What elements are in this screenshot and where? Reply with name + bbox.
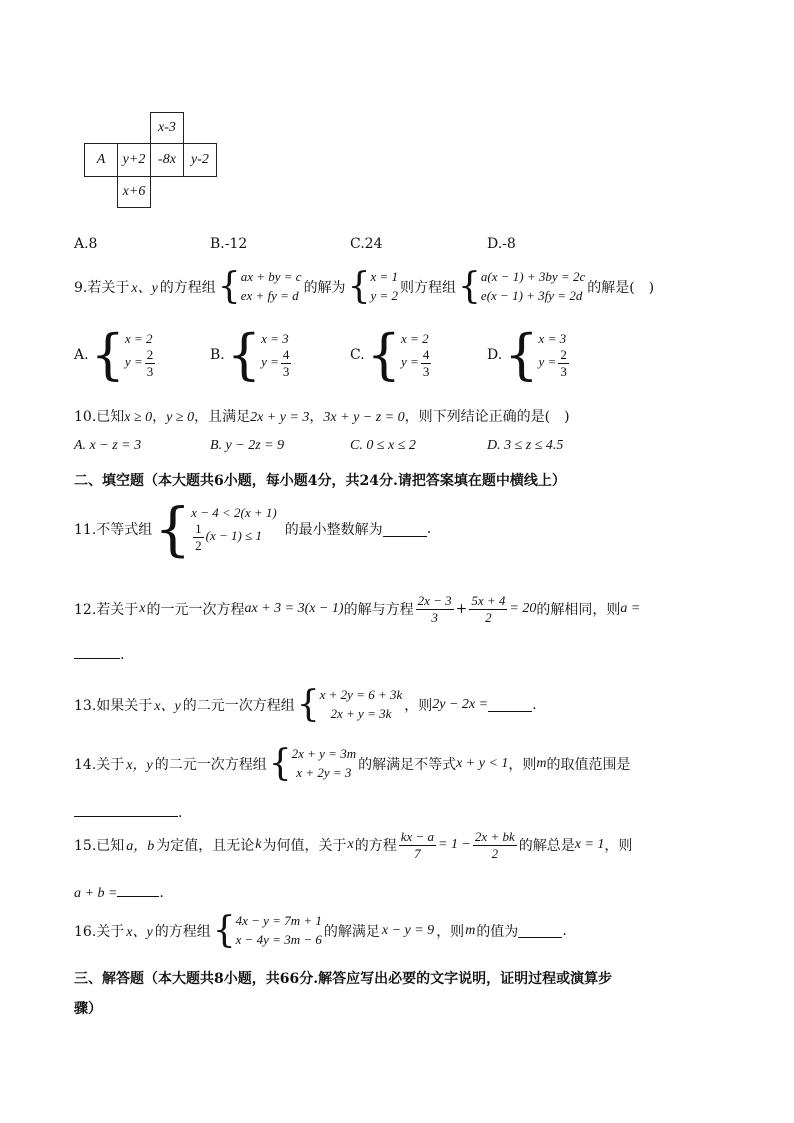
- q12-frac2-den: 2: [485, 609, 492, 625]
- q9-option-b: [210, 323, 295, 386]
- brace-icon: {: [296, 683, 320, 725]
- q10-option-a: A. x − z = 3: [74, 438, 142, 453]
- q9-option-c-den: 3: [422, 363, 430, 379]
- q9-option-c-y: [401, 348, 433, 378]
- q14-end: .: [178, 805, 183, 821]
- q12-frac1: [416, 594, 454, 624]
- q8-option-a: A.8: [74, 236, 98, 252]
- q9-option-b-y: [261, 348, 293, 378]
- q16-text2: 的解满足: [323, 923, 380, 940]
- q14-prefix: 14.关于: [74, 756, 125, 773]
- brace-icon: {: [347, 265, 371, 307]
- q12-end: .: [120, 647, 125, 663]
- q15-text2: 为何值，关于: [262, 838, 347, 855]
- net-cell-mid2: [150, 143, 184, 177]
- q9-option-c-x: x = 2: [401, 331, 429, 347]
- q9-option-a-x: x = 2: [124, 331, 153, 347]
- q10-text2: ，且满足: [194, 409, 251, 425]
- q9-system1-rows: [241, 268, 302, 306]
- q12-answer-blank[interactable]: [74, 644, 120, 659]
- q9-option-c-label: C.: [350, 347, 365, 363]
- q15-frac2: [473, 830, 517, 860]
- q12-eq-tail: = 20: [509, 601, 537, 617]
- q9-option-a-label: A.: [74, 347, 89, 363]
- q9-option-a-ypre: y =: [124, 354, 143, 370]
- q9-option-b-num: 4: [282, 347, 290, 363]
- q11-rows: [191, 505, 277, 552]
- q13-vars: x、y: [154, 698, 181, 714]
- q15-frac1-den: 7: [414, 845, 421, 861]
- q15-x: x: [347, 837, 354, 853]
- q11-den: 2: [195, 537, 202, 553]
- q13-text2: ，则: [404, 697, 433, 714]
- q9-sys1-row1: ax + by = c: [240, 269, 302, 284]
- q8-option-d: D.-8: [487, 236, 516, 252]
- q12-frac1-num: 2x − 3: [417, 593, 452, 608]
- net-mid1-text: y+2: [122, 152, 146, 167]
- q16-vars: x、y: [126, 924, 153, 940]
- q15-mid: = 1 −: [438, 837, 471, 853]
- q9-option-c-ypre: y =: [401, 354, 419, 370]
- q15-end: .: [159, 885, 164, 901]
- q15-text3: 的方程: [354, 838, 397, 855]
- net-cell-mid1: [117, 143, 151, 177]
- q9-option-d-rows: [539, 331, 571, 378]
- q8-option-c: C.24: [350, 236, 383, 252]
- q9-option-d-num: 2: [560, 347, 567, 363]
- q15-frac1: [399, 830, 436, 860]
- net-mid2-text: -8x: [158, 152, 176, 167]
- q12-var: x: [139, 601, 146, 617]
- net-bottom-text: x+6: [122, 184, 146, 199]
- q15-prefix: 15.已知: [74, 838, 125, 855]
- brace-icon: {: [217, 265, 241, 307]
- q12-eq: ax + 3 = 3(x − 1): [244, 601, 344, 617]
- q15-text1: 为定值，且无论: [156, 838, 255, 855]
- section-3-heading-cont: 骤）: [74, 1001, 102, 1017]
- q9-option-b-label: B.: [210, 347, 225, 363]
- q15-frac2-num: 2x + bk: [474, 829, 515, 844]
- q9-option-a-frac: [145, 348, 156, 378]
- q10-eq2: 3x + y − z = 0: [323, 410, 405, 425]
- q16-row1: 4x − y = 7m + 1: [235, 913, 322, 928]
- question-16: [74, 909, 567, 951]
- q11-row2-rest: (x − 1) ≤ 1: [205, 528, 263, 544]
- q12-frac2: [469, 594, 507, 624]
- q9-system1: [217, 265, 302, 307]
- q9-text1: 的方程组: [159, 279, 216, 296]
- brace-icon: {: [268, 742, 292, 784]
- q14-vars: x，y: [126, 757, 153, 773]
- q10-option-c: C. 0 ≤ x ≤ 2: [350, 438, 416, 453]
- q9-sys1-row2: ex + fy = d: [240, 287, 299, 303]
- q14-row1: 2x + y = 3m: [291, 746, 357, 761]
- q9-option-d: [487, 323, 573, 386]
- q9-option-d-frac: [558, 348, 569, 378]
- q14-text2: 的解满足不等式: [358, 756, 457, 773]
- q9-option-d-y: [539, 348, 571, 378]
- q14-ineq: x + y < 1: [456, 755, 509, 771]
- q14-text1: 的二元一次方程组: [154, 756, 267, 773]
- q9-option-b-frac: [281, 348, 292, 378]
- q10-comma2: ，: [309, 409, 324, 425]
- q13-row1: x + 2y = 6 + 3k: [319, 687, 403, 702]
- q15-answer-blank[interactable]: [117, 882, 159, 897]
- question-12: [74, 594, 640, 624]
- question-9: [74, 265, 655, 307]
- brace-icon: {: [154, 495, 192, 563]
- q9-solution-rows: [370, 268, 398, 306]
- q10-prefix: 10.已知: [74, 409, 125, 425]
- q16-rows: [236, 912, 322, 950]
- q9-option-b-den: 3: [282, 363, 290, 379]
- net-cell-bottom: [117, 176, 151, 208]
- q9-vars: x、y: [131, 280, 158, 296]
- q11-suffix: 的最小整数解为: [284, 522, 383, 538]
- q9-option-a-rows: [125, 331, 157, 378]
- q10-option-b: B. y − 2z = 9: [210, 438, 285, 453]
- q9-option-c-frac: [421, 348, 432, 378]
- q10-text3: ，则下列结论正确的是( ): [404, 409, 570, 425]
- q15-sol: x = 1: [574, 837, 605, 853]
- q12-plus: +: [455, 601, 468, 618]
- q9-option-c-num: 4: [422, 347, 430, 363]
- q11-system: [154, 495, 277, 563]
- q13-ask: 2y − 2x =: [432, 696, 489, 712]
- q12-text2: 的解与方程: [343, 602, 414, 619]
- q12-answer-line: [74, 644, 124, 663]
- q15-frac2-den: 2: [491, 845, 499, 861]
- question-14: [74, 742, 631, 784]
- q9-sol-row1: x = 1: [370, 269, 399, 284]
- q16-end: .: [562, 922, 567, 939]
- q13-prefix: 13.如果关于: [74, 697, 153, 714]
- q10-option-d: D. 3 ≤ z ≤ 4.5: [487, 438, 564, 453]
- q14-rows: [292, 745, 356, 783]
- section-3-heading: 三、解答题（本大题共8小题，共66分.解答应写出必要的文字说明，证明过程或演算步: [74, 971, 613, 987]
- q11-row2: [191, 522, 277, 552]
- q9-solution: [347, 265, 399, 307]
- brace-icon: {: [366, 323, 402, 386]
- q16-cond: x − y = 9: [381, 922, 435, 938]
- net-left-text: A: [96, 152, 106, 167]
- section-2-heading: 二、填空题（本大题共6小题，每小题4分，共24分.请把答案填在题中横线上）: [74, 473, 566, 489]
- brace-icon: {: [226, 323, 262, 386]
- q16-row2: x − 4y = 3m − 6: [235, 931, 322, 947]
- q9-option-a-den: 3: [146, 363, 154, 379]
- q15-text5: ，则: [604, 838, 633, 855]
- q11-frac: [193, 522, 204, 552]
- q16-var: m: [465, 922, 476, 938]
- q15-vars: a，b: [126, 839, 155, 855]
- q16-text1: 的方程组: [154, 923, 211, 940]
- q9-option-b-x: x = 3: [261, 331, 289, 347]
- q9-option-c-system: [366, 323, 434, 386]
- net-top-text: x-3: [158, 120, 176, 135]
- net-cell-left: [84, 143, 118, 177]
- q9-option-d-x: x = 3: [538, 331, 567, 347]
- q10-eq1: 2x + y = 3: [250, 410, 310, 425]
- brace-icon: {: [458, 265, 481, 307]
- q13-row2: 2x + y = 3k: [330, 705, 392, 721]
- question-15: [74, 830, 632, 860]
- q13-rows: [320, 686, 403, 724]
- q16-prefix: 16.关于: [74, 923, 125, 940]
- q16-text3: ，则: [436, 923, 465, 940]
- q9-sys2-row2: e(x − 1) + 3fy = 2d: [480, 287, 583, 303]
- q15-k: k: [255, 837, 262, 853]
- q9-system2: [458, 265, 586, 307]
- q9-option-b-rows: [261, 331, 293, 378]
- brace-icon: {: [212, 909, 236, 951]
- q14-text4: 的取值范围是: [546, 756, 631, 773]
- brace-icon: {: [504, 323, 539, 386]
- q14-answer-blank[interactable]: [74, 802, 178, 817]
- q9-text4: 的解是( ): [587, 279, 655, 296]
- q15-ask: a + b =: [74, 886, 118, 901]
- brace-icon: {: [90, 323, 125, 386]
- q16-answer-blank[interactable]: [518, 923, 562, 938]
- q11-prefix: 11.不等式组: [74, 522, 153, 538]
- q9-sol-row2: y = 2: [370, 287, 399, 303]
- q15-frac1-num: kx − a: [400, 829, 435, 844]
- question-11: [74, 495, 432, 563]
- net-right-text: y-2: [191, 152, 209, 167]
- q9-sys2-row1: a(x − 1) + 3by = 2c: [480, 269, 586, 284]
- q9-option-a-num: 2: [146, 347, 154, 363]
- q12-prefix: 12.若关于: [74, 602, 139, 619]
- q14-system: [268, 742, 357, 784]
- q13-end: .: [532, 696, 537, 713]
- q12-frac1-den: 3: [431, 609, 438, 625]
- q8-option-b: B.-12: [210, 236, 248, 252]
- q14-answer-line: [74, 802, 182, 821]
- q9-option-d-den: 3: [560, 363, 567, 379]
- q11-row1: x − 4 < 2(x + 1): [191, 505, 277, 521]
- q9-option-b-ypre: y =: [261, 354, 279, 370]
- q12-text1: 的一元一次方程: [146, 602, 245, 619]
- q15-text4: 的解总是: [518, 838, 575, 855]
- q14-row2: x + 2y = 3: [296, 764, 352, 780]
- q9-option-a-y: [125, 348, 157, 378]
- q10-cond2: y ≥ 0: [166, 410, 195, 425]
- q13-system: [296, 683, 403, 725]
- question-13: [74, 683, 537, 725]
- q10-comma1: ，: [152, 409, 167, 425]
- q11-answer-blank[interactable]: [383, 522, 427, 537]
- q9-prefix: 9.若关于: [74, 279, 130, 296]
- q16-text4: 的值为: [476, 923, 519, 940]
- q12-ask: a =: [620, 601, 641, 617]
- net-cell-top: [150, 112, 184, 144]
- q9-text3: 则方程组: [400, 279, 457, 296]
- q9-system2-rows: [481, 268, 585, 306]
- q14-var: m: [536, 755, 547, 771]
- q15-answer-line: [74, 882, 164, 902]
- net-cell-right: [183, 143, 217, 177]
- q14-text3: ，则: [508, 756, 537, 773]
- q12-frac2-num: 5x + 4: [471, 593, 506, 608]
- q16-system: [212, 909, 322, 951]
- q10-cond1: x ≥ 0: [124, 410, 153, 425]
- q9-option-c: [350, 323, 435, 386]
- q9-option-a: [74, 323, 159, 386]
- q9-option-a-system: [90, 323, 158, 386]
- question-10: [74, 406, 570, 426]
- q9-option-c-rows: [401, 331, 433, 378]
- q9-option-d-label: D.: [487, 347, 503, 363]
- q11-end: .: [426, 521, 432, 537]
- q9-text2: 的解为: [303, 279, 346, 296]
- q11-num: 1: [195, 521, 202, 537]
- q9-option-b-system: [226, 323, 294, 386]
- q9-option-d-ypre: y =: [538, 354, 557, 370]
- q13-text1: 的二元一次方程组: [182, 697, 295, 714]
- q13-answer-blank[interactable]: [488, 697, 532, 712]
- q12-text3: 的解相同，则: [536, 602, 621, 619]
- q9-option-d-system: [504, 323, 571, 386]
